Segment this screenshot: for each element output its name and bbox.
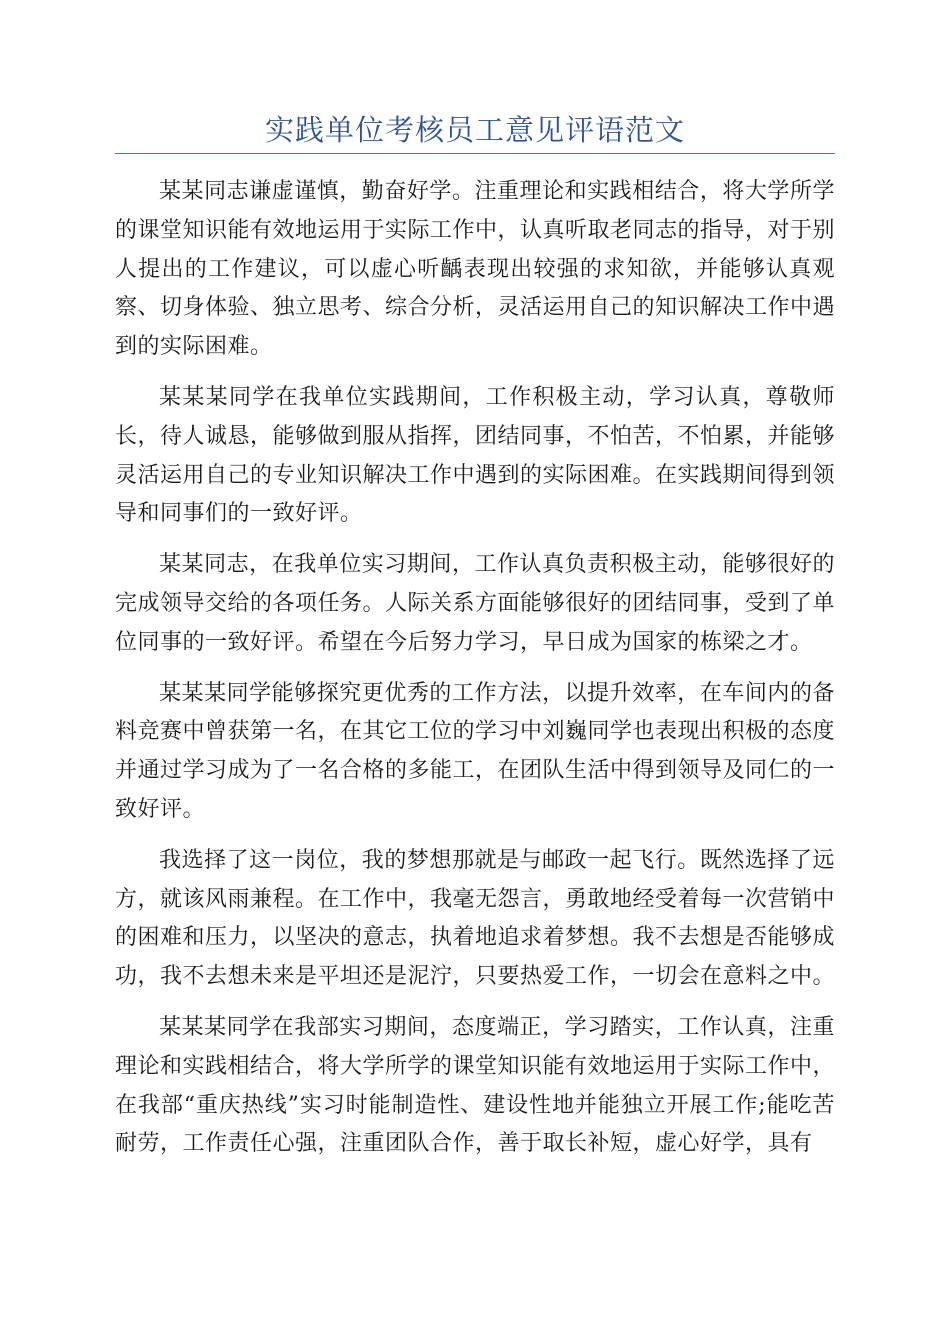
paragraph-4: 某某某同学能够探究更优秀的工作方法，以提升效率，在车间内的备料竞赛中曾获第一名，在其它工位的学习中刘巍同学也表现出积极的态度并通过学习成为了一名合格的多能工，在团队生活中得到领导及同仁的一致好评。 <box>115 680 836 822</box>
paragraph-1: 某某同志谦虚谨慎，勤奋好学。注重理论和实践相结合，将大学所学的课堂知识能有效地运用于实际工作中，认真听取老同志的指导，对于别人提出的工作建议，可以虚心听齲表现出较强的求知欲，并能够认真观察、切身体验、独立思考、综合分析，灵活运用自己的知识解决工作中遇到的实际困难。 <box>115 179 836 360</box>
paragraph-2: 某某某同学在我单位实践期间，工作积极主动，学习认真，尊敬师长，待人诚恳，能够做到服从指挥，团结同事，不怕苦，不怕累，并能够灵活运用自己的专业知识解决工作中遇到的实际困难。在实践期间得到领导和同事们的一致好评。 <box>115 384 836 527</box>
title-underline <box>115 153 835 154</box>
paragraph-3: 某某同志，在我单位实习期间，工作认真负责积极主动，能够很好的完成领导交给的各项任务。人际关系方面能够很好的团结同事，受到了单位同事的一致好评。希望在今后努力学习，早日成为国家的栋梁之才。 <box>115 552 836 655</box>
document-title: 实践单位考核员工意见评语范文 <box>264 113 685 147</box>
paragraph-5: 我选择了这一岗位，我的梦想那就是与邮政一起飞行。既然选择了远方，就该风雨兼程。在工作中，我毫无怨言，勇敢地经受着每一次营销中的困难和压力，以坚决的意志，执着地追求着梦想。我不去想是否能够成功，我不去想未来是平坦还是泥泞，只要热爱工作，一切会在意料之中。 <box>115 847 836 990</box>
paragraph-6: 某某某同学在我部实习期间，态度端正，学习踏实，工作认真，注重理论和实践相结合，将大学所学的课堂知识能有效地运用于实际工作中，在我部“重庆热线”实习时能制造性、建设性地并能独立开展工作;能吃苦耐劳，工作责任心强，注重团队合作，善于取长补短，虚心好学，具有 <box>115 1014 836 1157</box>
document-body <box>115 173 835 1176</box>
